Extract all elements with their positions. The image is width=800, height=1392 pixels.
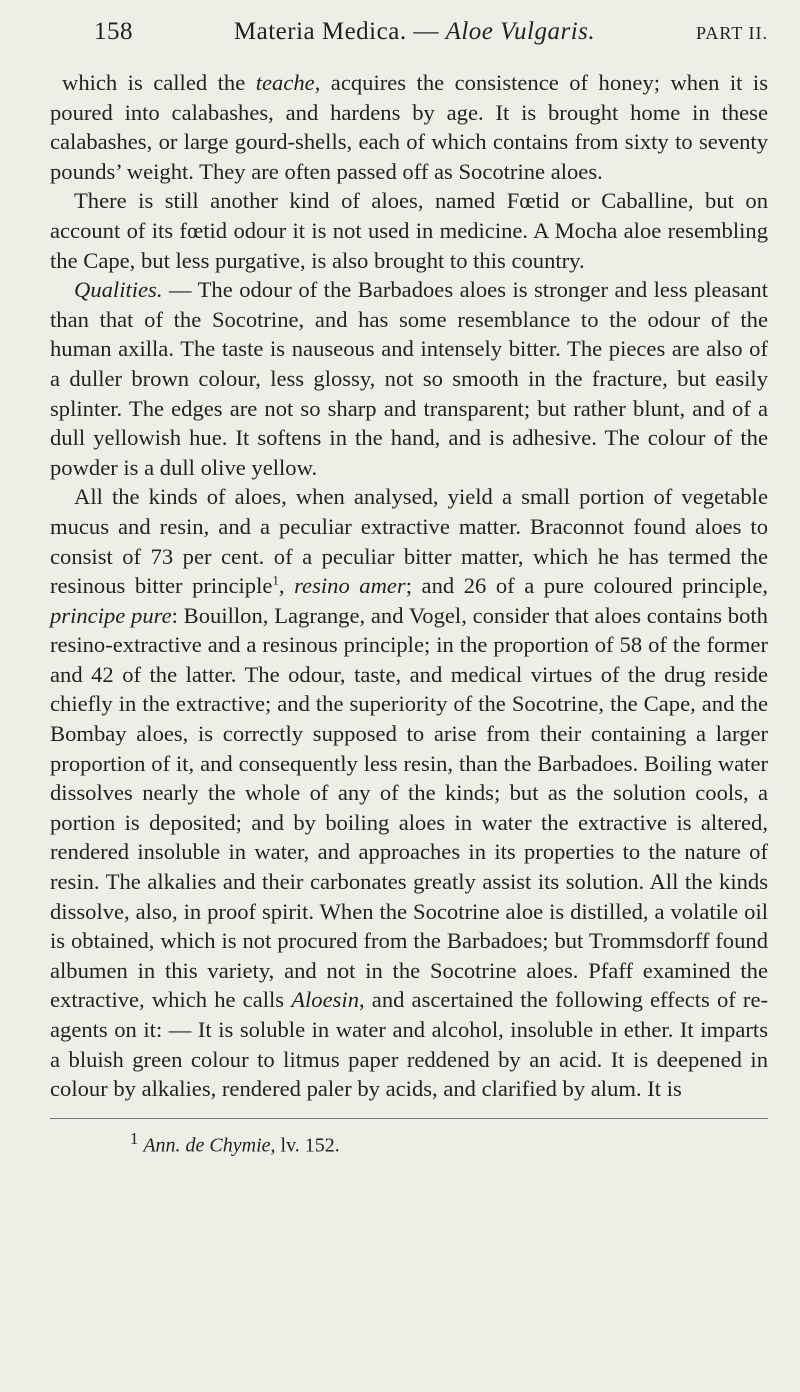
- paragraph-1-text-b: , acquires the consistence of honey; when it is poured into calabashes, and hardens by age. It is brought home in these calabashes, or large gourd-shells, each of which contains from sixty to seventy pounds’ weight. They are often passed off as Socotrine aloes.: [50, 70, 769, 184]
- footnote-divider: [50, 1118, 768, 1119]
- paragraph-3: [50, 275, 768, 482]
- paragraph-4: [50, 482, 768, 1103]
- part-label: PART II.: [696, 23, 768, 43]
- footnote-mark: 1: [130, 1128, 139, 1148]
- paragraph-4-text-d: : Bouillon, Lagrange, and Vogel, consider that aloes contains both resino-extractive and a resinous principle; in the proportion of 58 of the former and 42 of the latter. The odour, taste, and medical virtues of the drug reside chiefly in the extractive; and the superiority of the Socotrine, the Cape, and the Bombay aloes, is correctly supposed to arise from their containing a larger proportion of it, and consequently less resin, than the Barbadoes. Boiling water dissolves nearly the whole of any of the kinds; but as the solution cools, a portion is deposited; and by boiling aloes in water the extractive is altered, rendered insoluble in water, and approaches in its properties to the nature of resin. The alkalies and their carbonates greatly assist its solution. All the kinds dissolve, also, in proof spirit. When the Socotrine aloe is distilled, a volatile oil is obtained, which is not procured from the Barbadoes; but Trommsdorff found albumen in this variety, and not in the Socotrine aloes. Pfaff examined the extractive, which he calls: [50, 602, 768, 1013]
- paragraph-1: [50, 68, 768, 186]
- italic-aloesin: Aloesin: [291, 987, 359, 1013]
- paragraph-4-text-a: All the kinds of aloes, when analysed, yield a small portion of vegetable mucus and resin, and a peculiar extractive matter. Braconnot found aloes to consist of 73 per cent. of a peculiar bitter matter, which he has termed the resinous bitter principle: [50, 484, 768, 599]
- running-title: [234, 18, 595, 46]
- paragraph-4-text-c: ; and 26 of a pure coloured principle,: [405, 573, 769, 599]
- paragraph-4-text-e: , and ascertained the following effects of re-agents on it: — It is soluble in water and alcohol, insoluble in ether. It imparts a bluish green colour to litmus paper reddened by an acid. It is deepened in colour by alkalies, rendered paler by acids, and clarified by alum. It is: [50, 987, 768, 1102]
- paragraph-3-text: — The odour of the Barbadoes aloes is stronger and less pleasant than that of the Socotrine, and has some resemblance to the odour of the human axilla. The taste is nauseous and intensely bitter. The pieces are also of a duller brown colour, less glossy, not so smooth in the fracture, but easily splinter. The edges are not so sharp and transparent; but rather blunt, and of a dull yellowish hue. It softens in the hand, and is adhesive. The colour of the powder is a dull olive yellow.: [50, 277, 768, 480]
- running-title-prefix: Materia Medica. —: [233, 18, 439, 45]
- running-title-italic: Aloe Vulgaris.: [445, 18, 596, 45]
- paragraph-1-text-a: which is called the: [62, 70, 256, 95]
- italic-resino-amer: resino amer: [294, 573, 406, 599]
- qualities-heading: Qualities.: [74, 277, 163, 303]
- page-number: 158: [94, 18, 133, 45]
- body-text: [50, 68, 768, 1104]
- paragraph-2: There is still another kind of aloes, named Fœtid or Caballine, but on account of its fœtid odour it is not used in medicine. A Mocha aloe resembling the Cape, but less purgative, is also brought to this country.: [50, 188, 768, 273]
- italic-principe-pure: principe pure: [50, 602, 172, 628]
- book-page: [50, 18, 769, 1157]
- footnote-rest: lv. 152.: [275, 1134, 340, 1157]
- paragraph-1-italic-teache: teache: [255, 70, 315, 95]
- footnote-reference: 1: [272, 572, 279, 588]
- footnote-italic: Ann. de Chymie,: [143, 1134, 276, 1157]
- running-header: [94, 18, 768, 46]
- footnote: [130, 1129, 768, 1158]
- paragraph-4-text-b: ,: [278, 573, 295, 599]
